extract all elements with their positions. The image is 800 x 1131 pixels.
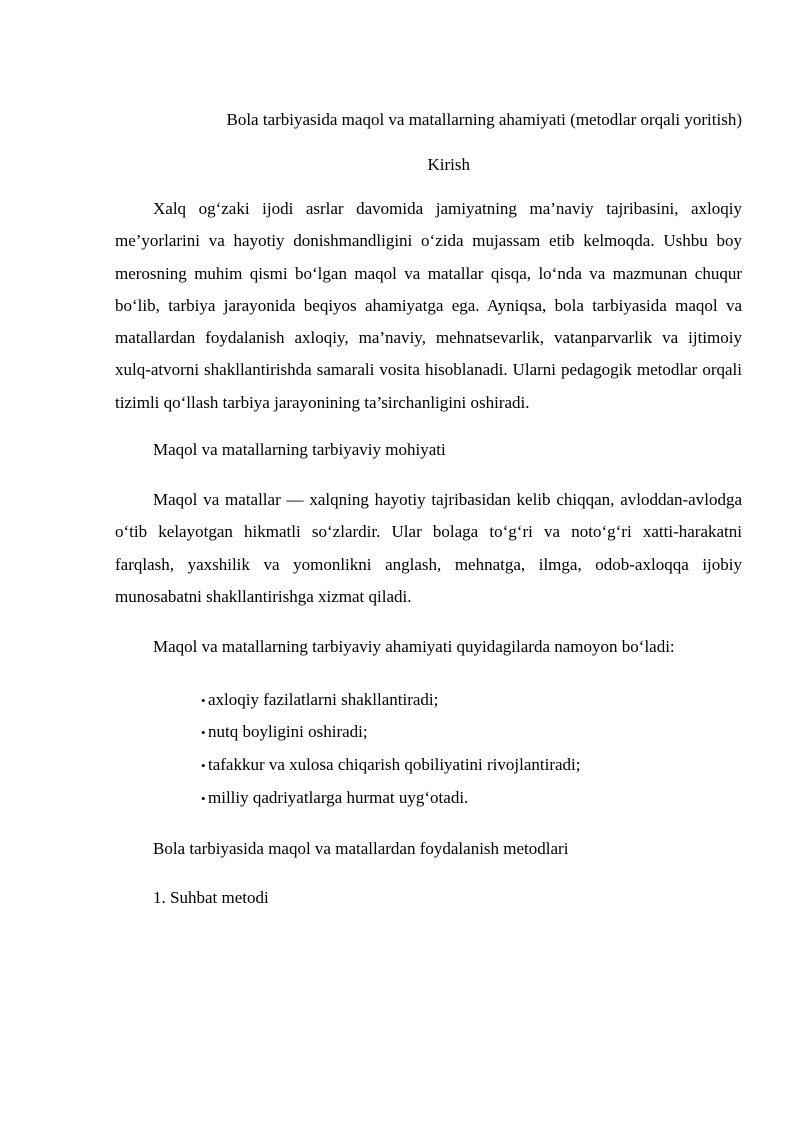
list-item xyxy=(201,749,742,782)
section-heading-mohiyati: Maqol va matallarning tarbiyaviy mohiyati xyxy=(153,440,446,460)
list-item xyxy=(201,716,742,749)
bullet-icon: • xyxy=(201,758,206,774)
list-item xyxy=(201,782,742,815)
list-item-text: milliy qadriyatlarga hurmat uyg‘otadi. xyxy=(208,787,469,807)
list-item-text: axloqiy fazilatlarni shakllantiradi; xyxy=(208,689,439,709)
subsection-heading-suhbat: 1. Suhbat metodi xyxy=(153,887,269,907)
section-heading-metodlar: Bola tarbiyasida maqol va matallardan foydalanish metodlari xyxy=(153,838,569,858)
list-intro-paragraph: Maqol va matallarning tarbiyaviy ahamiyati quyidagilarda namoyon bo‘ladi: xyxy=(153,637,675,657)
bullet-list xyxy=(115,684,742,815)
document-page xyxy=(115,106,742,912)
bullet-icon: • xyxy=(201,692,206,708)
bullet-icon: • xyxy=(201,725,206,741)
list-item-text: tafakkur va xulosa chiqarish qobiliyatini rivojlantiradi; xyxy=(208,755,581,775)
mohiyati-paragraph: Maqol va matallar — xalqning hayotiy tajribasidan kelib chiqqan, avloddan-avlodga o‘tib kelayotgan hikmatli so‘zlardir. Ular bolaga to‘g‘ri va noto‘g‘ri xatti-harakatni farqlash, yaxshilik va yomonlikni anglash, mehnatga, ilmga, odob-axloqqa ijobiy munosabatni shakllantirishga xizmat qiladi. xyxy=(115,490,742,606)
intro-heading: Kirish xyxy=(427,155,470,174)
bullet-icon: • xyxy=(201,790,206,806)
document-title: Bola tarbiyasida maqol va matallarning ahamiyati (metodlar orqali yoritish) xyxy=(226,110,742,129)
intro-paragraph: Xalq og‘zaki ijodi asrlar davomida jamiyatning ma’naviy tajribasini, axloqiy me’yorlarini va hayotiy donishmandligini o‘zida mujassam etib kelmoqda. Ushbu boy merosning muhim qismi bo‘lgan maqol va matallar qisqa, lo‘nda va mazmunan chuqur bo‘lib, tarbiya jarayonida beqiyos ahamiyatga ega. Ayniqsa, bola tarbiyasida maqol va matallardan foydalanish axloqiy, ma’naviy, mehnatsevarlik, vatanparvarlik va ijtimoiy xulq-atvorni shakllantirishda samarali vosita hisoblanadi. Ularni pedagogik metodlar orqali tizimli qo‘llash tarbiya jarayonining ta’sirchanligini oshiradi. xyxy=(115,199,742,412)
list-item xyxy=(201,684,742,717)
list-item-text: nutq boyligini oshiradi; xyxy=(208,722,368,742)
